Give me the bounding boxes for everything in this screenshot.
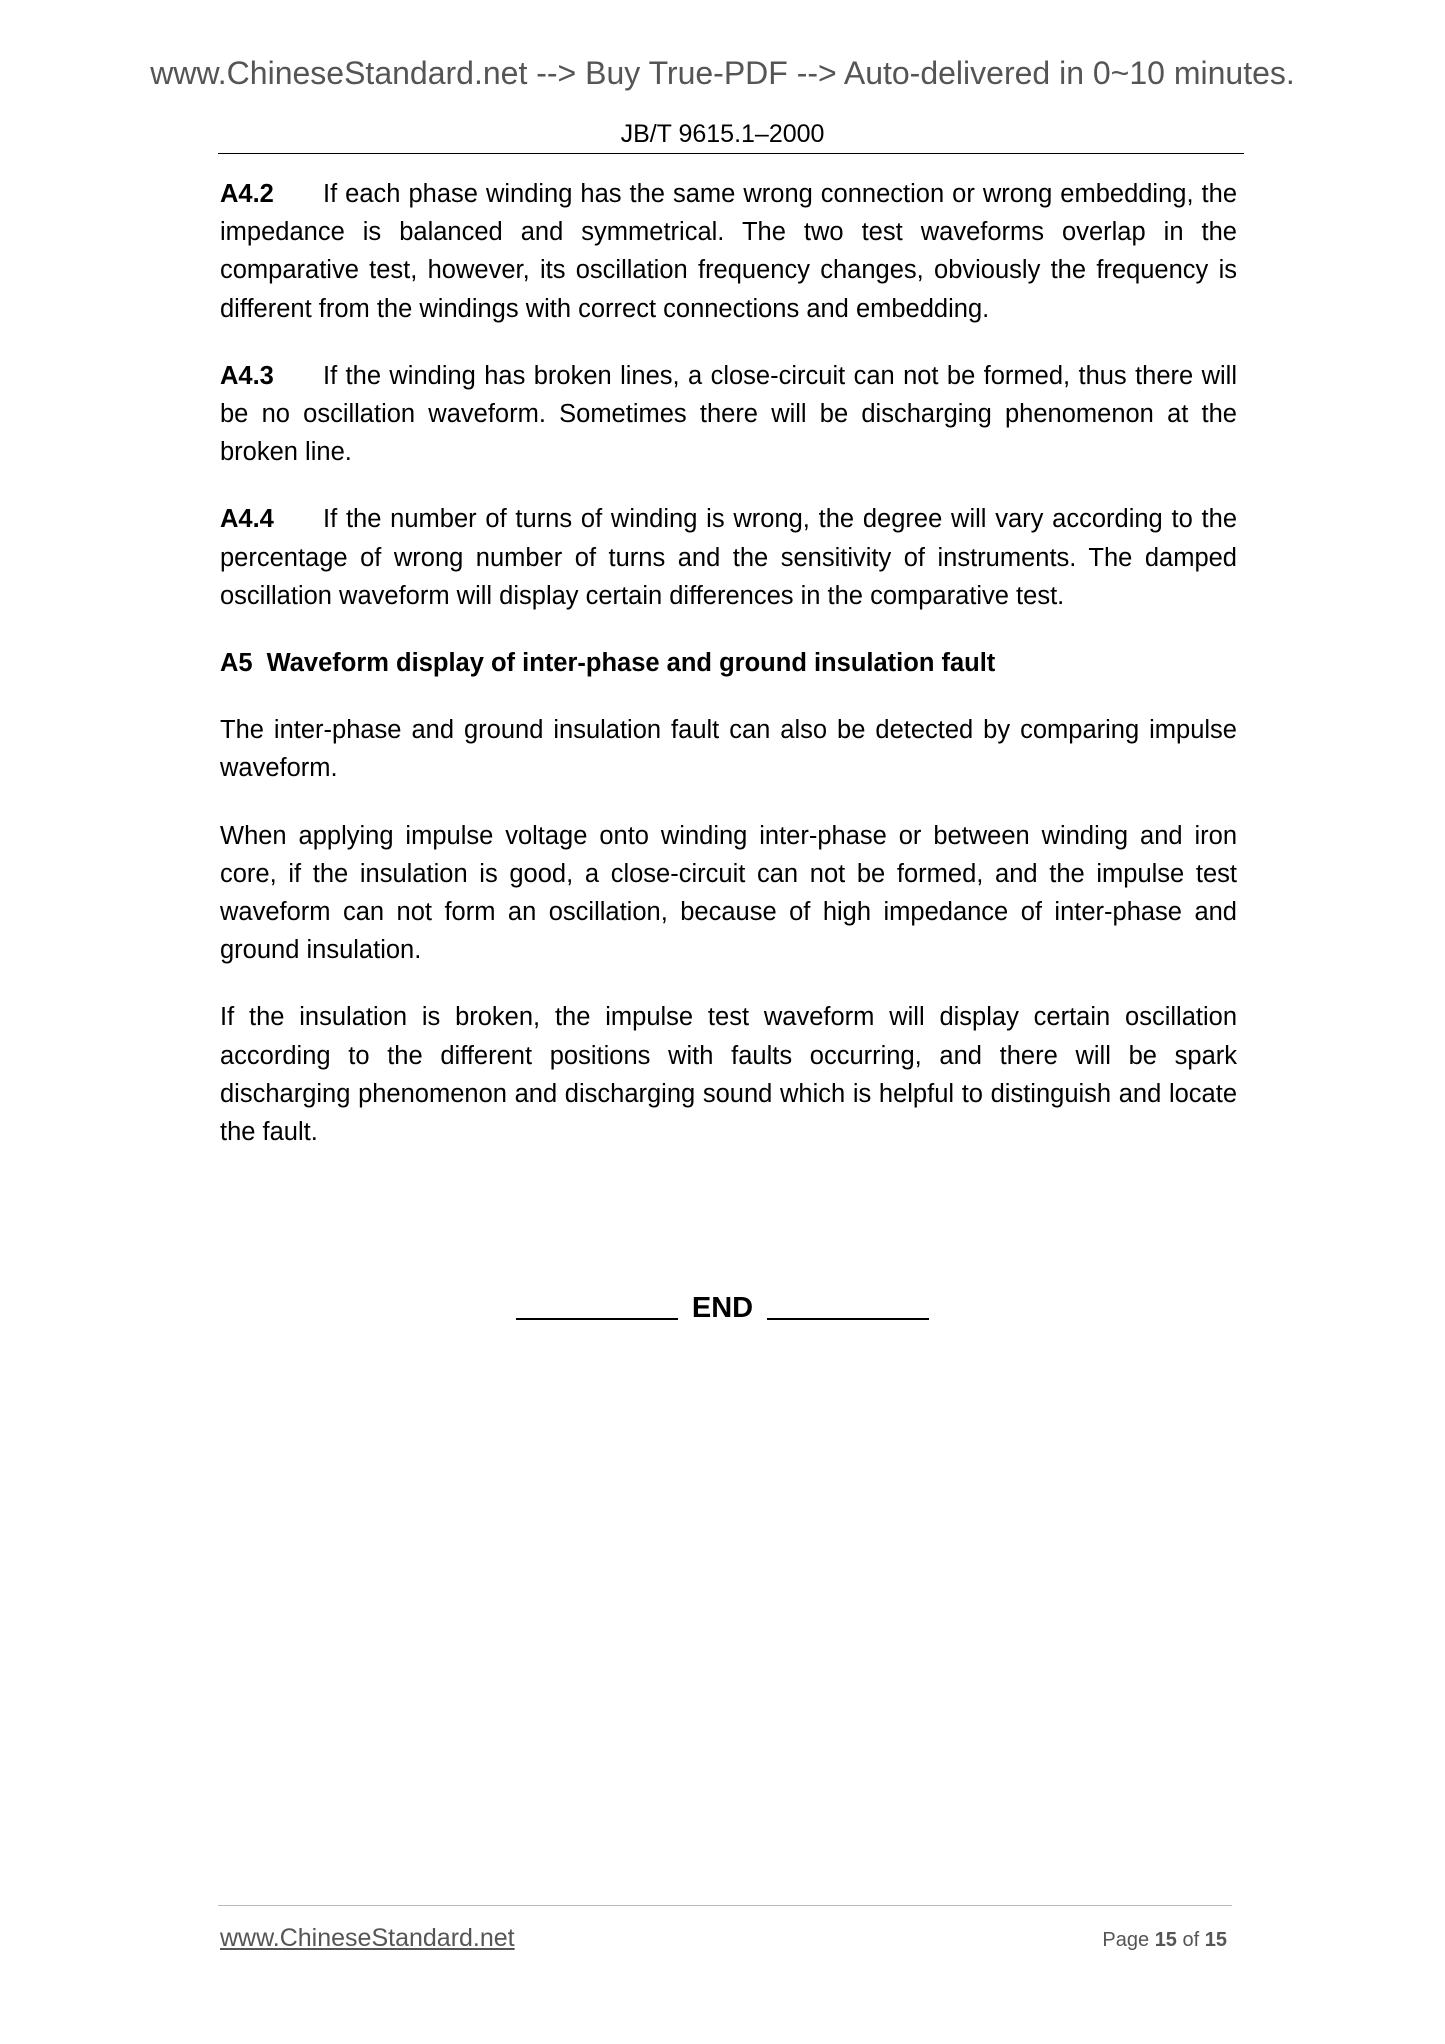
- end-line-right: [767, 1318, 929, 1320]
- clause-a4-4: [220, 500, 1237, 615]
- end-line-left: [516, 1318, 678, 1320]
- clause-text: If the winding has broken lines, a close-circuit can not be formed, thus there will be no oscillation waveform. Sometimes there will be discharging phenomenon at the broken line.: [220, 361, 1237, 467]
- header-divider: [218, 153, 1244, 154]
- site-banner: www.ChineseStandard.net --> Buy True-PDF --> Auto-delivered in 0~10 minutes.: [150, 55, 1295, 91]
- clause-text: If the number of turns of winding is wrong, the degree will vary according to the percentage of wrong number of turns and the sensitivity of instruments. The damped oscillation waveform will display certain differences in the comparative test.: [220, 505, 1237, 610]
- page-current: 15: [1154, 1929, 1177, 1951]
- page-content: [220, 175, 1237, 1180]
- end-label: END: [691, 1292, 754, 1324]
- section-a5-paragraph: When applying impulse voltage onto winding inter-phase or between winding and iron core, if the insulation is good, a close-circuit can not be formed, and the impulse test waveform can not form an oscillation, because of high impedance of inter-phase and ground insulation.: [220, 821, 1237, 965]
- section-number: A5: [220, 649, 253, 678]
- section-a5-heading: [220, 644, 1237, 682]
- clause-number: A4.4: [220, 505, 274, 534]
- footer-site-link[interactable]: www.ChineseStandard.net: [220, 1924, 515, 1952]
- clause-a4-2: [220, 175, 1237, 328]
- section-title: Waveform display of inter-phase and ground insulation fault: [266, 649, 996, 678]
- page-of: of: [1182, 1929, 1200, 1951]
- document-code: JB/T 9615.1–2000: [620, 120, 825, 148]
- end-marker: [0, 1292, 1445, 1325]
- section-a5-paragraph: The inter-phase and ground insulation fault can also be detected by comparing impulse waveform.: [220, 716, 1237, 783]
- clause-number: A4.3: [220, 361, 274, 390]
- clause-text: If each phase winding has the same wrong connection or wrong embedding, the impedance is balanced and symmetrical. The two test waveforms overlap in the comparative test, however, its oscillation frequency changes, obviously the frequency is different from the windings with correct connections and embedding.: [220, 180, 1237, 323]
- clause-number: A4.2: [220, 180, 274, 208]
- section-a5-paragraph: If the insulation is broken, the impulse test waveform will display certain oscillation according to the different positions with faults occurring, and there will be spark discharging phenomenon and discharging sound which is helpful to distinguish and locate the fault.: [220, 1003, 1237, 1147]
- footer-divider: [218, 1905, 1232, 1906]
- page-number: [1102, 1929, 1227, 1952]
- page-label: Page: [1102, 1929, 1150, 1951]
- clause-a4-3: [220, 357, 1237, 472]
- page-total: 15: [1204, 1929, 1227, 1951]
